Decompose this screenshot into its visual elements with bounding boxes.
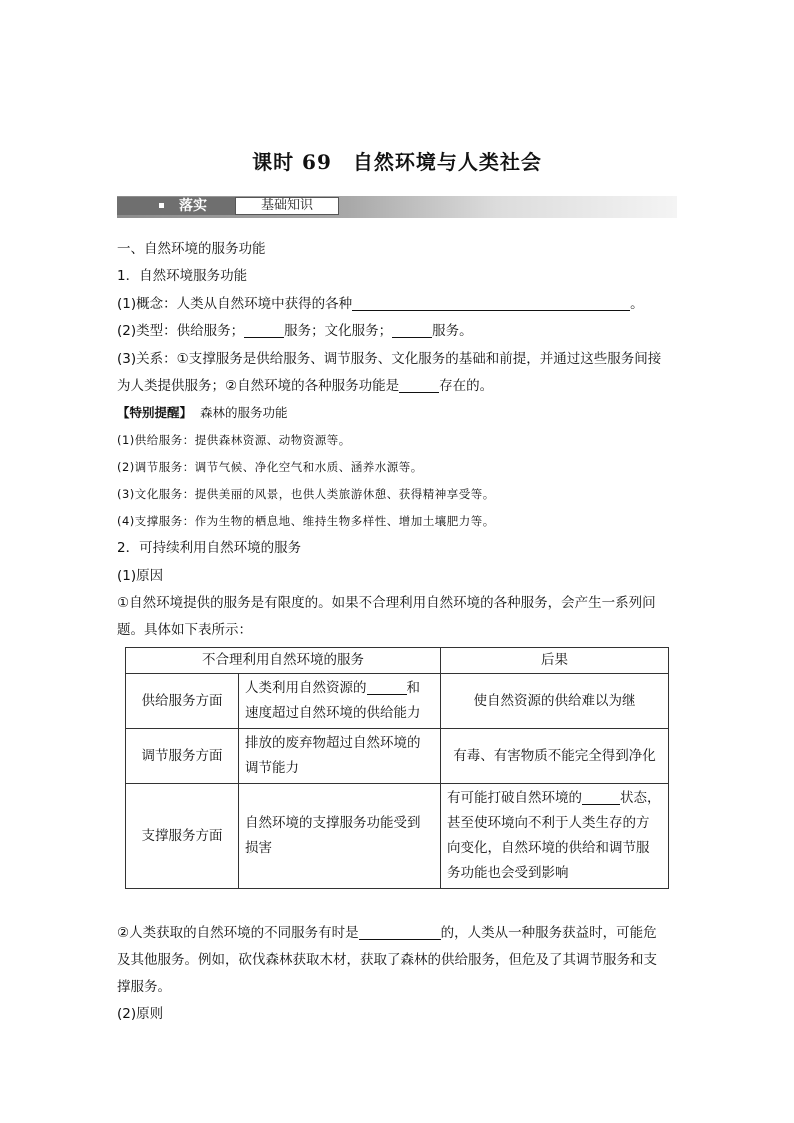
tip-item: (2)调节服务：调节气候、净化空气和水质、涵养水源等。 [117, 460, 423, 474]
banner-tag [117, 197, 235, 215]
cause-text: 损害 [245, 840, 272, 856]
table-header: 后果 [441, 648, 669, 674]
concept-line [117, 295, 644, 313]
types-text-3: 服务。 [432, 323, 473, 339]
table-row [126, 784, 669, 889]
relation-end: 存在的。 [439, 378, 494, 394]
cause-text: 排放的废弃物超过自然环境的 [245, 735, 421, 751]
tip-title: 森林的服务功能 [199, 405, 288, 420]
result-text: 有可能打破自然环境的 [447, 790, 582, 806]
conflict-line-3: 撑服务。 [117, 979, 171, 995]
answer-blank [582, 790, 620, 805]
answer-blank [244, 323, 284, 338]
table-row [126, 674, 669, 729]
banner-tag-text: 落实 [179, 198, 207, 214]
table-cell-result: 有毒、有害物质不能完全得到净化 [441, 729, 669, 784]
subsection-heading: 1．自然环境服务功能 [117, 268, 248, 284]
table-cell-aspect: 支撑服务方面 [126, 784, 239, 889]
banner-label: 基础知识 [235, 197, 339, 215]
reason-heading: (1)原因 [117, 568, 164, 584]
relation-line-2 [117, 377, 493, 395]
table-cell-result [441, 784, 669, 889]
conflict-line-2: 及其他服务。例如，砍伐森林获取木材，获取了森林的供给服务，但危及了其调节服务和支 [117, 952, 657, 968]
section-heading: 一、自然环境的服务功能 [117, 241, 266, 257]
table-cell-aspect: 供给服务方面 [126, 674, 239, 729]
relation-line-1: (3)关系：①支撑服务是供给服务、调节服务、文化服务的基础和前提，并通过这些服务间接 [117, 351, 662, 367]
conflict-text: ②人类获取的自然环境的不同服务有时是 [117, 925, 359, 941]
result-text: 甚至使环境向不利于人类生存的方 [447, 815, 650, 831]
concept-text: (1)概念：人类从自然环境中获得的各种 [117, 296, 353, 312]
types-text-1: (2)类型：供给服务； [117, 323, 245, 339]
tip-heading [117, 404, 287, 422]
conflict-text: 的，人类从一种服务获益时，可能危 [440, 925, 657, 941]
cause-text: 人类利用自然资源的 [245, 680, 367, 696]
tip-item: (4)支撑服务：作为生物的栖息地、维持生物多样性、增加土壤肥力等。 [117, 514, 495, 528]
table-cell-cause [239, 784, 441, 889]
result-text: 向变化，自然环境的供给和调节服 [447, 840, 650, 856]
table-header-row [126, 648, 669, 674]
cause-text: 和 [406, 680, 420, 696]
table-row [126, 729, 669, 784]
tip-item: (3)文化服务：提供美丽的风景，也供人类旅游休憩、获得精神享受等。 [117, 487, 495, 501]
concept-end: 。 [630, 296, 644, 312]
table-cell-cause [239, 729, 441, 784]
tip-label: 【特别提醒】 [117, 405, 193, 420]
types-text-2: 服务；文化服务； [284, 323, 393, 339]
services-table [125, 647, 669, 889]
reason-line-2: 题。具体如下表所示： [117, 622, 252, 638]
tip-item: (1)供给服务：提供森林资源、动物资源等。 [117, 433, 351, 447]
cause-text: 调节能力 [245, 760, 299, 776]
answer-blank [352, 296, 630, 311]
page-title: 课时 69 自然环境与人类社会 [252, 150, 542, 174]
conflict-line-1 [117, 924, 657, 942]
cause-text: 自然环境的支撑服务功能受到 [245, 815, 421, 831]
section-banner [117, 196, 677, 218]
table-cell-aspect: 调节服务方面 [126, 729, 239, 784]
result-text: 务功能也会受到影响 [447, 865, 569, 881]
table-cell-result: 使自然资源的供给难以为继 [441, 674, 669, 729]
cause-text: 速度超过自然环境的供给能力 [245, 705, 421, 721]
relation-text: 为人类提供服务；②自然环境的各种服务功能是 [117, 378, 400, 394]
principle-heading: (2)原则 [117, 1006, 164, 1022]
types-line [117, 322, 473, 340]
answer-blank [367, 680, 407, 695]
answer-blank [399, 378, 439, 393]
table-cell-cause [239, 674, 441, 729]
square-bullet-icon [159, 203, 164, 208]
subsection-heading: 2．可持续利用自然环境的服务 [117, 540, 302, 556]
result-text: 状态， [620, 790, 661, 806]
answer-blank [392, 323, 432, 338]
reason-line-1: ①自然环境提供的服务是有限度的。如果不合理利用自然环境的各种服务，会产生一系列问 [117, 595, 656, 611]
answer-blank [359, 925, 441, 940]
table-header: 不合理利用自然环境的服务 [126, 648, 441, 674]
